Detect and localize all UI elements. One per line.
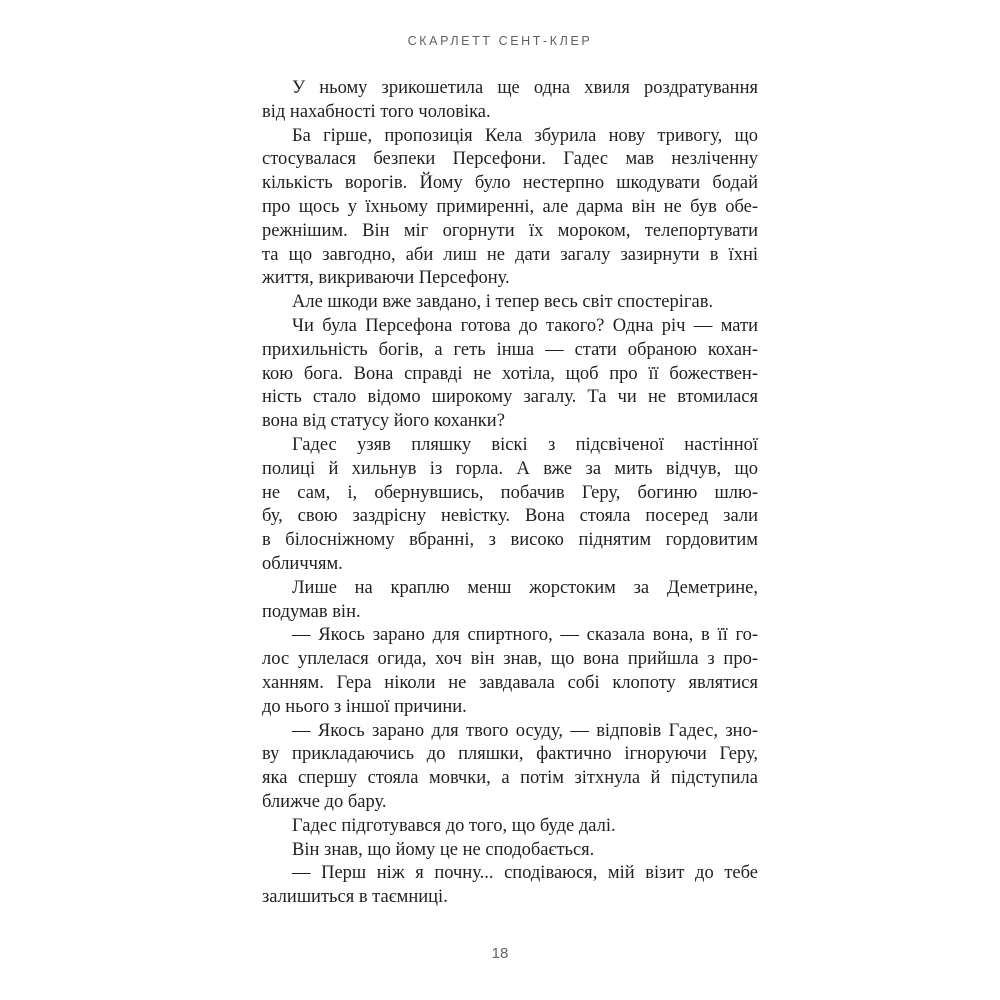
text-line: не сам, і, обернувшись, побачив Геру, богиню шлю- [262, 482, 758, 503]
text-line: стосувалася безпеки Персефони. Гадес мав незліченну [262, 149, 758, 170]
text-line: — Якось зарано для спиртного, — сказала вона, в її го- [292, 625, 758, 646]
text-line: У ньому зрикошетила ще одна хвиля роздратування [292, 78, 758, 98]
paragraph [262, 815, 758, 839]
text-line: ву прикладаючись до пляшки, фактично ігноруючи Геру, [262, 744, 758, 765]
paragraph [262, 77, 758, 125]
text-line: в білосніжному вбранні, з високо піднятим гордовитим [262, 530, 758, 551]
text-line: залишиться в таємниці. [262, 887, 448, 908]
paragraph [262, 839, 758, 863]
page-number: 18 [491, 945, 509, 962]
text-line: Гадес узяв пляшку віскі з підсвіченої настінної [292, 434, 758, 455]
text-line: — Якось зарано для твого осуду, — відповів Гадес, зно- [292, 720, 758, 741]
text-line: лос уплелася огида, хоч він знав, що вона прийшла з про- [262, 649, 758, 670]
text-line: Чи була Персефона готова до такого? Одна річ — мати [292, 315, 758, 336]
text-line: ханням. Гера ніколи не завдавала собі клопоту являтися [262, 672, 758, 693]
text-line: Гадес підготувався до того, що буде далі. [292, 815, 616, 836]
paragraph [262, 291, 758, 315]
text-line: до нього з іншої причини. [262, 696, 467, 717]
text-line: — Перш ніж я почну... сподіваюся, мій візит до тебе [292, 863, 758, 884]
text-line: Але шкоди вже завдано, і тепер весь світ спостерігав. [292, 292, 714, 313]
text-line: кількість ворогів. Йому було нестерпно шкодувати бодай [262, 173, 758, 194]
paragraph [262, 434, 758, 577]
text-line: бу, свою заздрісну невістку. Вона стояла посеред зали [262, 506, 758, 527]
text-line: про щось у їхньому примиренні, але дарма він не був обе- [262, 196, 758, 217]
text-line: яка спершу стояла мовчки, а потім зітхнула й підступила [262, 768, 758, 789]
text-line: ближче до бару. [262, 791, 387, 812]
text-line: режнішим. Він міг огорнути їх мороком, телепортувати [262, 220, 758, 241]
text-line: Він знав, що йому це не сподобається. [292, 839, 595, 860]
paragraph [262, 125, 758, 292]
text-line: Ба гірше, пропозиція Кела збурила нову тривогу, що [292, 125, 758, 146]
text-line: прихильність богів, а геть інша — стати обраною кохан- [262, 339, 758, 360]
paragraph [262, 315, 758, 434]
running-header: СКАРЛЕТТ СЕНТ-КЛЕР [407, 34, 593, 48]
text-line: полиці й хильнув із горла. А вже за мить відчув, що [262, 458, 758, 479]
paragraph [262, 720, 758, 815]
paragraph [262, 624, 758, 719]
text-line: подумав він. [262, 601, 361, 622]
text-line: обличчям. [262, 553, 343, 574]
text-line: від нахабності того чоловіка. [262, 101, 491, 122]
paragraph [262, 577, 758, 625]
text-line: життя, викриваючи Персефону. [262, 268, 510, 289]
text-line: Лише на краплю менш жорстоким за Деметрине, [292, 577, 758, 598]
text-line: кою бога. Вона справді не хотіла, щоб про її божествен- [262, 363, 758, 384]
paragraph [262, 862, 758, 910]
text-line: та що завгодно, аби лиш не дати загалу зазирнути в їхні [262, 244, 758, 265]
text-line: ність стало відомо широкому загалу. Та чи не втомилася [262, 387, 758, 408]
body-text [262, 77, 758, 910]
text-line: вона від статусу його коханки? [262, 411, 505, 432]
